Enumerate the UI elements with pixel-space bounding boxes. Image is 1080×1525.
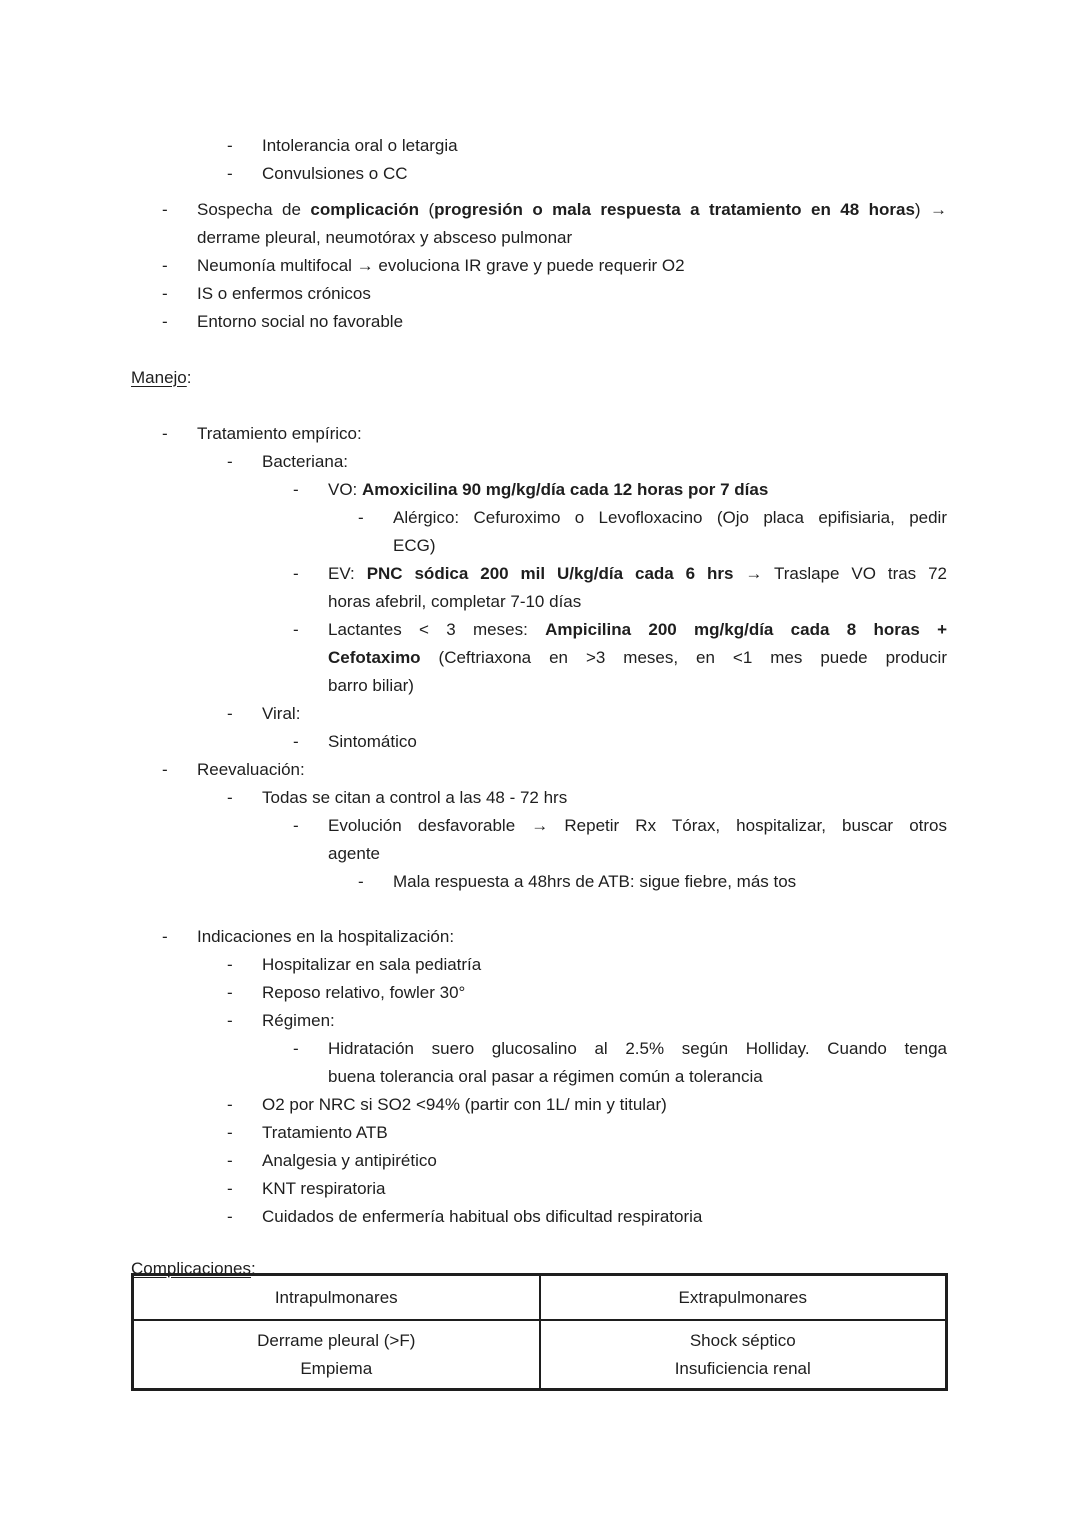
text-line: [328, 644, 947, 672]
bullet-text: [197, 196, 947, 252]
text-line: [197, 196, 947, 224]
bullet-text: [262, 700, 947, 728]
bullet-dash-icon: -: [162, 312, 168, 331]
bullet-dash-icon: -: [162, 284, 168, 303]
text-segment: → Traslape VO tras 72: [733, 564, 947, 583]
table-cell-line: Empiema: [300, 1358, 373, 1378]
table-cell-line: Shock séptico: [689, 1330, 796, 1350]
heading-text: Complicaciones: [131, 1259, 251, 1278]
text-line: [393, 504, 947, 532]
text-line: [262, 448, 947, 476]
text-line: [262, 979, 947, 1007]
text-line: [262, 951, 947, 979]
text-line: [262, 1119, 947, 1147]
text-line: [328, 476, 947, 504]
text-line: [393, 532, 947, 560]
text-line: [328, 560, 947, 588]
bullet-dash-icon: -: [227, 164, 233, 183]
bullet-item: [162, 756, 947, 784]
bullet-item: [293, 616, 947, 700]
text-segment: Cefotaximo: [328, 648, 421, 667]
text-line: [262, 160, 947, 188]
text-line: [328, 1035, 947, 1063]
bullet-text: [393, 868, 947, 896]
text-segment: progresión o mala respuesta a tratamiento en 48 horas: [434, 200, 915, 219]
bullet-text: [328, 476, 947, 504]
section-heading: Complicaciones:: [131, 1259, 256, 1278]
text-segment: Neumonía multifocal → evoluciona IR grave y puede requerir O2: [197, 256, 685, 275]
text-line: [393, 868, 947, 896]
text-line: [262, 784, 947, 812]
text-segment: IS o enfermos crónicos: [197, 284, 371, 303]
text-line: [197, 308, 947, 336]
text-segment: Convulsiones o CC: [262, 164, 408, 183]
section-heading: Manejo:: [131, 368, 192, 387]
bullet-dash-icon: -: [227, 1151, 233, 1170]
text-segment: Indicaciones en la hospitalización:: [197, 927, 455, 946]
bullet-dash-icon: -: [162, 424, 168, 443]
bullet-dash-icon: -: [227, 1207, 233, 1226]
bullet-dash-icon: -: [358, 872, 364, 891]
bullet-text: [197, 308, 947, 336]
bullet-text: [393, 504, 947, 560]
bullet-dash-icon: -: [227, 983, 233, 1002]
bullet-dash-icon: -: [162, 760, 168, 779]
text-segment: Sintomático: [328, 732, 417, 751]
table-cell-line: Insuficiencia renal: [674, 1358, 811, 1378]
bullet-dash-icon: -: [227, 136, 233, 155]
bullet-text: [197, 420, 947, 448]
text-segment: ECG): [393, 536, 436, 555]
bullet-text: [197, 252, 947, 280]
text-line: [262, 1203, 947, 1231]
text-segment: horas afebril, completar 7-10 días: [328, 592, 582, 611]
bullet-item: [293, 728, 947, 756]
bullet-item: [293, 476, 947, 504]
bullet-item: [227, 1203, 947, 1231]
bullet-dash-icon: -: [227, 1123, 233, 1142]
text-segment: Amoxicilina 90 mg/kg/día cada 12 horas por 7 días: [362, 480, 769, 499]
bullet-text: [262, 448, 947, 476]
heading-text: Manejo: [131, 368, 187, 387]
bullet-text: [328, 616, 947, 700]
bullet-text: [262, 132, 947, 160]
text-segment: (: [419, 200, 435, 219]
text-segment: Reposo relativo, fowler 30°: [262, 983, 466, 1002]
bullet-item: [227, 160, 947, 188]
text-line: [328, 588, 947, 616]
text-segment: Reevaluación:: [197, 760, 305, 779]
text-segment: O2 por NRC si SO2 <94% (partir con 1L/ min y titular): [262, 1095, 667, 1114]
text-line: [328, 1063, 947, 1091]
text-line: [197, 252, 947, 280]
bullet-item: [162, 923, 947, 951]
text-line: [197, 280, 947, 308]
bullet-text: [328, 560, 947, 616]
text-segment: Intolerancia oral o letargia: [262, 136, 458, 155]
bullet-text: [328, 728, 947, 756]
bullet-text: [328, 812, 947, 868]
text-line: [328, 616, 947, 644]
text-segment: EV:: [328, 564, 367, 583]
bullet-item: [293, 1035, 947, 1091]
bullet-text: [262, 1175, 947, 1203]
bullet-item: [293, 812, 947, 868]
bullet-text: [262, 979, 947, 1007]
bullet-item: [227, 1147, 947, 1175]
bullet-item: [227, 1175, 947, 1203]
bullet-text: [262, 1007, 947, 1035]
bullet-dash-icon: -: [162, 927, 168, 946]
bullet-dash-icon: -: [293, 1039, 299, 1058]
bullet-item: [162, 280, 947, 308]
text-line: [328, 728, 947, 756]
bullet-dash-icon: -: [227, 704, 233, 723]
bullet-item: [227, 1007, 947, 1035]
bullet-item: [162, 252, 947, 280]
text-segment: Todas se citan a control a las 48 - 72 hrs: [262, 788, 568, 807]
text-line: [197, 756, 947, 784]
text-line: [262, 1091, 947, 1119]
bullet-dash-icon: -: [293, 564, 299, 583]
bullet-dash-icon: -: [227, 955, 233, 974]
document-content: [0, 132, 1080, 1391]
text-segment: PNC sódica 200 mil U/kg/día cada 6 hrs: [366, 564, 734, 583]
bullet-dash-icon: -: [293, 732, 299, 751]
text-line: [262, 700, 947, 728]
text-segment: Bacteriana:: [262, 452, 348, 471]
text-segment: Evolución desfavorable → Repetir Rx Tórax, hospitalizar, buscar otros: [328, 816, 947, 835]
table-cell-line: Derrame pleural (>F): [257, 1330, 416, 1350]
text-line: [262, 1007, 947, 1035]
bullet-dash-icon: -: [293, 480, 299, 499]
table-cell: [540, 1320, 947, 1390]
bullet-item: [162, 308, 947, 336]
text-line: [328, 840, 947, 868]
text-segment: derrame pleural, neumotórax y absceso pulmonar: [197, 228, 573, 247]
bullet-item: [227, 1091, 947, 1119]
text-segment: Analgesia y antipirético: [262, 1151, 437, 1170]
text-line: [197, 923, 947, 951]
bullet-item: [358, 504, 947, 560]
text-segment: Mala respuesta a 48hrs de ATB: sigue fiebre, más tos: [393, 872, 797, 891]
bullet-text: [197, 280, 947, 308]
bullet-dash-icon: -: [227, 452, 233, 471]
bullet-item: [227, 979, 947, 1007]
bullet-dash-icon: -: [227, 788, 233, 807]
bullet-text: [197, 756, 947, 784]
text-line: [197, 224, 947, 252]
text-segment: agente: [328, 844, 380, 863]
bullet-item: [227, 784, 947, 812]
bullet-dash-icon: -: [227, 1095, 233, 1114]
text-segment: (Ceftriaxona en >3 meses, en <1 mes puede producir: [420, 648, 947, 667]
bullet-text: [262, 951, 947, 979]
bullet-item: [227, 1119, 947, 1147]
text-line: [262, 132, 947, 160]
bullet-item: [293, 560, 947, 616]
text-segment: Tratamiento ATB: [262, 1123, 388, 1142]
bullet-item: [227, 448, 947, 476]
bullet-item: [227, 132, 947, 160]
text-segment: VO:: [328, 480, 363, 499]
bullet-dash-icon: -: [358, 508, 364, 527]
bullet-text: [262, 784, 947, 812]
table-header-cell: Extrapulmonares: [540, 1275, 947, 1321]
text-segment: Lactantes < 3 meses:: [328, 620, 546, 639]
text-segment: Hospitalizar en sala pediatría: [262, 955, 482, 974]
bullet-item: [162, 420, 947, 448]
text-segment: Ampicilina 200 mg/kg/día cada 8 horas +: [545, 620, 948, 639]
bullet-item: [227, 951, 947, 979]
bullet-text: [262, 1147, 947, 1175]
text-segment: Entorno social no favorable: [197, 312, 404, 331]
bullet-text: [328, 1035, 947, 1091]
text-segment: barro biliar): [328, 676, 414, 695]
text-segment: Alérgico: Cefuroximo o Levofloxacino (Ojo placa epifisiaria, pedir: [393, 508, 947, 527]
text-segment: Cuidados de enfermería habitual obs dificultad respiratoria: [262, 1207, 703, 1226]
bullet-item: [162, 196, 947, 252]
bullet-dash-icon: -: [227, 1011, 233, 1030]
text-segment: Régimen:: [262, 1011, 335, 1030]
bullet-item: [227, 700, 947, 728]
text-line: [328, 672, 947, 700]
text-line: [328, 812, 947, 840]
table-header-cell: Intrapulmonares: [133, 1275, 540, 1321]
text-segment: ) →: [914, 200, 948, 219]
text-segment: complicación: [310, 200, 420, 219]
text-segment: Sospecha de: [197, 200, 311, 219]
bullet-text: [262, 160, 947, 188]
table-cell: [133, 1320, 540, 1390]
text-segment: Tratamiento empírico:: [197, 424, 362, 443]
bullet-dash-icon: -: [293, 816, 299, 835]
text-segment: Viral:: [262, 704, 301, 723]
complications-table: [131, 1273, 948, 1391]
bullet-dash-icon: -: [162, 256, 168, 275]
bullet-text: [197, 923, 947, 951]
bullet-item: [358, 868, 947, 896]
text-segment: KNT respiratoria: [262, 1179, 386, 1198]
text-line: [262, 1147, 947, 1175]
bullet-dash-icon: -: [162, 200, 168, 219]
text-segment: buena tolerancia oral pasar a régimen común a tolerancia: [328, 1067, 763, 1086]
text-line: [197, 420, 947, 448]
text-line: [262, 1175, 947, 1203]
bullet-dash-icon: -: [293, 620, 299, 639]
bullet-text: [262, 1203, 947, 1231]
bullet-text: [262, 1091, 947, 1119]
text-segment: Hidratación suero glucosalino al 2.5% según Holliday. Cuando tenga: [328, 1039, 947, 1058]
bullet-text: [262, 1119, 947, 1147]
bullet-dash-icon: -: [227, 1179, 233, 1198]
